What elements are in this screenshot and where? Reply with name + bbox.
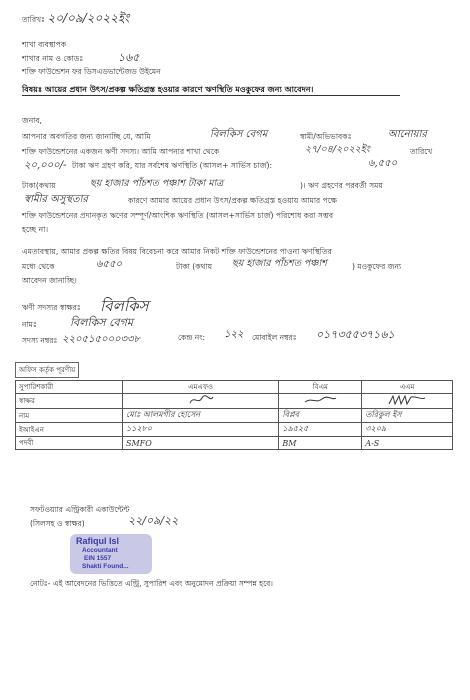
row-label: ইআইএন (16, 423, 123, 437)
p1-line6: শক্তি ফাউন্ডেশনের প্রদানকৃত ঋণের সম্পূর্ণ/আংশিক ঋণস্থিতি (আসল+সার্ভিস চার্জ) পরিশোধ করা সম্ভব (22, 211, 334, 220)
office-use-label: অফিস কর্তৃক পূরণীয় (15, 362, 79, 378)
row-label: পদবী (16, 437, 123, 450)
row-label: স্বাক্ষর (16, 394, 123, 409)
table-cell: A-S (362, 437, 453, 450)
organization-name: শক্তি ফাউন্ডেশন ফর ডিসএডভান্টেজড উইমেন (22, 67, 161, 76)
mobile-label: মোবাইল নম্বরঃ (252, 333, 297, 342)
table-cell: ১৯৫২৫ (279, 423, 362, 437)
table-cell: ৩২০৯ (362, 423, 453, 437)
signature-mark-am (387, 394, 427, 406)
table-cell: BM (279, 437, 362, 450)
table-header-row (16, 381, 453, 394)
p1-line7: হচ্ছে না। (22, 225, 49, 234)
table-row (16, 409, 453, 423)
signature-mark-bm (302, 395, 338, 405)
stamp-ein: EIN 1557 (84, 555, 112, 562)
waiver-amount-words: ছয় হাজার পাঁচশত পঞ্চাশ (232, 258, 327, 269)
row-label: নাম (16, 409, 123, 423)
p1-line1: আপনার অবগতির জন্য জানাচ্ছি যে, আমি (22, 132, 151, 141)
signature-cell (123, 394, 279, 409)
date-label: তারিখঃ (22, 15, 45, 24)
p1-line4b: )। ঋণ গ্রহণের পরবর্তী সময় (300, 181, 383, 190)
note: নোটঃ- এই আবেদনের ভিত্তিতে এন্ট্রি, সুপারিশ এবং অনুমোদন প্রক্রিয়া সম্পন্ন হবে। (30, 579, 273, 588)
guardian-name: আনোয়ার (388, 129, 427, 140)
branch-manager: শাখা ব্যবস্থাপক (22, 40, 67, 49)
balance-words: ছয় হাজার পাঁচশত পঞ্চাশ টাকা মাত্র (90, 178, 224, 189)
cause: স্বামীর অসুস্থতার (24, 194, 88, 205)
seal-signature-line: (সিলসহ ও স্বাক্ষর) (30, 519, 85, 528)
p1-line5: কারণে আমার আয়ের প্রধান উৎস/প্রকল্প ক্ষতিগ্রস্ত হওয়ায় আমার পক্ষে (128, 196, 337, 205)
p2-line2c: ) মওকুফের জন্য (352, 262, 402, 271)
table-cell: ১১২৮০ (123, 423, 279, 437)
table-cell: বিপ্লব (279, 409, 362, 423)
signature-mark-mfo (186, 395, 216, 405)
salutation: জনাব, (22, 116, 42, 125)
signature-cell (362, 394, 453, 409)
table-cell: মোঃ আলমগীর হোসেন (123, 409, 279, 423)
p1-line1b: স্বামী/অভিভাবকঃ (300, 132, 352, 141)
header-cell: এমএফও (123, 381, 279, 394)
p1-line3: টাকা ঋণ গ্রহণ করি, যার সর্বশেষ ঋণস্থিতি (আসল+ সার্ভিস চার্জ): (72, 161, 273, 170)
p1-line4a: টাকা(কথায় (22, 181, 56, 190)
stamp-org: Shakti Found... (82, 563, 129, 570)
office-table (15, 380, 453, 450)
loan-amount: ২০,০০০/- (24, 160, 67, 171)
subject-line: বিষয়ঃ আয়ের প্রধান উৎস/প্রকল্প ক্ষতিগ্রস্ত হওয়ার কারণে ঋণস্থিতি মওকুফের জন্য আবেদন। (22, 85, 314, 94)
p1-line2b: তারিখে (410, 147, 433, 156)
member-name-label: নামঃ (22, 320, 37, 329)
member-signature-label: ঋণী সদস্যর স্বাক্ষরঃ (22, 303, 81, 312)
subject-underline (22, 95, 400, 96)
date-value: ২০/০৯/২০২২ইং (47, 11, 130, 25)
p1-line2: শক্তি ফাউন্ডেশনের একজন ঋণী সদস্য। আমি আপনার শাখা থেকে (22, 147, 220, 156)
applicant-name: বিলকিস বেগম (210, 129, 268, 140)
header-cell: সুপারিশকারী (16, 381, 123, 394)
stamp-title: Accountant (82, 547, 118, 554)
table-row (16, 394, 453, 409)
branch-name-code-label: শাখার নাম ও কোডঃ (22, 54, 84, 63)
branch-code-value: ১৬৫ (118, 51, 140, 64)
header-cell: বিএম (279, 381, 362, 394)
center-no-value: ১২২ (224, 329, 244, 340)
p2-line3: আবেদন জানাচ্ছি। (22, 276, 77, 285)
signature-cell (279, 394, 362, 409)
center-no-label: কেন্দ্র নং: (178, 333, 205, 342)
member-no-label: সদস্য নম্বরঃ (22, 336, 58, 345)
table-cell: তরিকুল ইস (362, 409, 453, 423)
member-name: বিলকিস বেগম (70, 316, 133, 329)
table-cell: SMFO (123, 437, 279, 450)
member-no-value: ২২০৫১৫০০০৩৩৮ (62, 334, 140, 345)
waiver-amount: ৬৫৫০ (96, 259, 122, 270)
mobile-value: ০১৭৩৫৫৩৭১৬১ (316, 328, 395, 341)
p2-line1: এমতাবস্থায়, আমার প্রকল্প ক্ষতির বিষয় বিবেচনা করে আমার নিকট শক্তি ফাউন্ডেশনের পাওনা ঋণস্থিতির (22, 247, 332, 256)
p2-line2b: টাকা (কথায় (176, 262, 213, 271)
p2-line2a: মধ্যে থেকে (22, 262, 55, 271)
table-row (16, 437, 453, 450)
header-cell: এএম (362, 381, 453, 394)
software-entry-line: সফটওয়্যার এন্ট্রিকারী একাউন্টেন্ট (30, 505, 130, 514)
date-line (22, 11, 130, 25)
member-signature: বিলকিস (100, 297, 149, 315)
stamp-name: Rafiqul Isl (76, 536, 120, 546)
accountant-sign-date: ২২/০৯/২২ (128, 514, 179, 527)
loan-date: ২৭/০৪/২০২২ইং (305, 144, 370, 155)
balance-value: ৬,৫৫০ (368, 158, 398, 169)
table-row (16, 423, 453, 437)
